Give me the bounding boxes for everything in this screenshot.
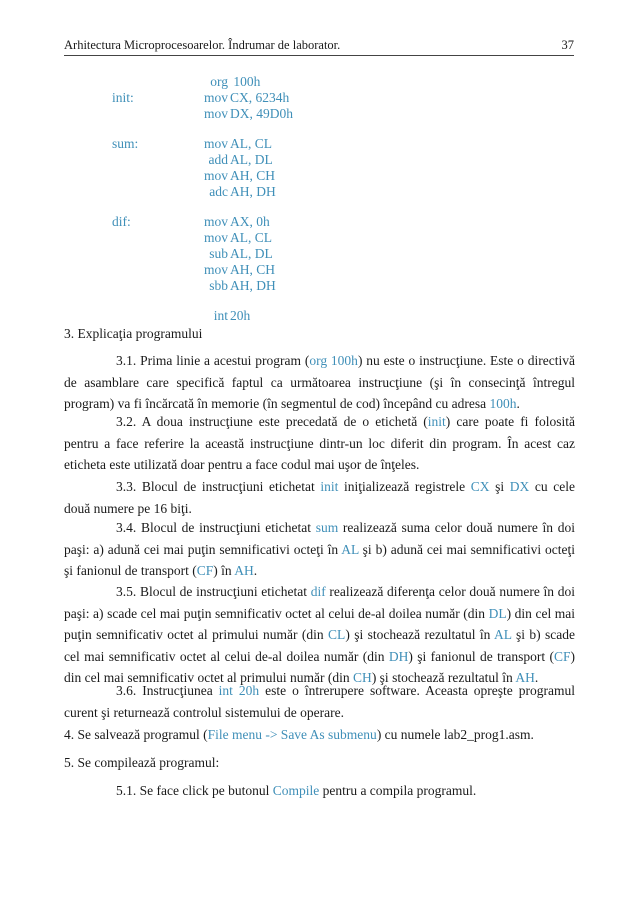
text-run: realizează suma celor două numere în doi paşi: a) adună cei mai puţin semnificativi octeţi în	[64, 520, 575, 557]
code-opcode: add	[208, 152, 228, 167]
code-term: DL	[488, 605, 507, 621]
code-term: DX	[509, 479, 530, 494]
text-run: cu cele două numere pe 16 biţi.	[64, 479, 575, 516]
paragraph-text	[64, 780, 575, 802]
step-4	[64, 724, 575, 746]
text-run: şi b) adună cei mai semnificativi octeţi şi fanionul de transport (	[64, 541, 575, 578]
paragraph-3-5	[64, 581, 575, 689]
code-term: AL	[341, 541, 359, 557]
text-run: ) şi fanionul de transport (	[408, 648, 554, 664]
code-opcode: mov	[203, 90, 228, 105]
paragraph-text	[64, 517, 575, 582]
paragraph-3-3	[64, 476, 575, 519]
code-term: init	[320, 479, 339, 494]
paragraph-text	[64, 724, 575, 746]
text-run: ) nu este o instrucţiune. Este o directivă de asamblare care specifică faptul ca următoarea instrucţiune (şi în consecinţă întregul program) va fi încărcată în memorie (în segmentul de cod) începând cu adresa	[64, 353, 575, 411]
code-opcode: int	[213, 308, 228, 323]
code-term: AH	[234, 563, 254, 578]
text-run: 3.4. Blocul de instrucţiuni etichetat	[116, 520, 316, 535]
code-label: dif:	[112, 214, 131, 229]
code-term: org 100h	[309, 353, 358, 368]
paragraph-text	[64, 476, 575, 519]
code-opcode: mov	[203, 214, 228, 229]
code-term: int 20h	[218, 683, 260, 698]
text-run: şi b) scade cel mai semnificativ octet al celui de-al doilea număr (din	[64, 627, 575, 664]
code-operand: AH, DH	[230, 184, 276, 199]
paragraph-text	[64, 581, 575, 689]
code-operand: AL, DL	[230, 152, 273, 167]
code-term: AH	[515, 670, 535, 685]
code-term: dif	[310, 584, 326, 599]
text-run: .	[516, 396, 520, 411]
code-operand: AH, CH	[230, 262, 276, 277]
text-run: pentru a compila programul.	[319, 783, 477, 798]
text-run: 4. Se salvează programul (	[64, 727, 208, 742]
code-term: CH	[353, 670, 372, 685]
paragraph-3-2	[64, 411, 575, 476]
section-heading: 5. Se compilează programul:	[64, 755, 220, 770]
text-run: 3.3. Blocul de instrucţiuni etichetat	[116, 479, 321, 494]
text-run: 5.1. Se face click pe butonul	[116, 783, 273, 798]
text-run: ) care poate fi folosită pentru a face referire la această instrucţiune dintr-un loc diferit din program. În acest caz eticheta este utilizată doar pentru a face codul mai uşor de înţeles.	[64, 414, 575, 472]
code-term: init	[427, 414, 446, 429]
text-run: 3.6. Instrucţiunea	[116, 683, 219, 698]
code-operand: AL, DL	[230, 246, 273, 261]
code-operand: CX, 6234h	[230, 90, 290, 105]
step-5-1	[64, 780, 575, 802]
page-number: 37	[561, 38, 574, 52]
section-3-heading	[64, 323, 575, 345]
code-opcode: mov	[203, 230, 228, 245]
code-opcode: org	[210, 74, 228, 89]
code-opcode: sub	[209, 246, 228, 261]
code-operand: AH, DH	[230, 278, 276, 293]
code-operand: AL, CL	[230, 230, 272, 245]
code-opcode: mov	[203, 136, 228, 151]
page-header	[64, 30, 574, 52]
text-run: realizează diferenţa celor două numere în doi paşi: a) scade cel mai puţin semnificativ octet al celui de-al doilea număr (din	[64, 584, 575, 621]
code-opcode: mov	[203, 168, 228, 183]
text-run: 3.5. Blocul de instrucţiuni etichetat	[116, 584, 311, 599]
code-term: CF	[196, 563, 214, 578]
code-label: init:	[112, 90, 134, 105]
code-opcode: adc	[209, 184, 228, 199]
code-term: DH	[388, 648, 409, 664]
text-run: ) şi stochează rezultatul în	[371, 670, 516, 685]
code-term: CX	[470, 479, 490, 494]
text-run: şi	[489, 479, 510, 494]
section-heading: 3. Explicaţia programului	[64, 326, 203, 341]
code-term: AL	[494, 627, 512, 642]
paragraph-3-4	[64, 517, 575, 582]
code-term: Compile	[272, 783, 320, 798]
code-opcode: mov	[203, 262, 228, 277]
text-run: .	[534, 670, 539, 685]
text-run: ) cu numele lab2_prog1.asm.	[376, 727, 534, 742]
text-run: ) în	[213, 563, 235, 578]
code-term: File menu -> Save As submenu	[207, 727, 377, 742]
paragraph-3-6	[64, 680, 575, 723]
header-rule	[64, 55, 574, 56]
code-operand: 100h	[230, 74, 261, 89]
code-operand: 20h	[230, 308, 251, 323]
header-title: Arhitectura Microprocesoarelor. Îndrumar de laborator.	[64, 38, 341, 52]
code-opcode: mov	[203, 106, 228, 121]
code-operand: AX, 0h	[230, 214, 270, 229]
text-run: .	[253, 563, 258, 578]
code-term: sum	[315, 520, 339, 535]
code-operand: AL, CL	[230, 136, 272, 151]
text-run: 3.1. Prima linie a acestui program (	[116, 353, 310, 368]
text-run: iniţializează registrele	[338, 479, 471, 494]
step-5-heading	[64, 752, 575, 774]
paragraph-text	[64, 411, 575, 476]
code-term: CF	[554, 648, 571, 664]
code-opcode: sbb	[209, 278, 228, 293]
text-run: 3.2. A doua instrucţiune este precedată de o etichetă (	[116, 414, 428, 429]
text-run: este o întrerupere software. Aceasta opreşte programul curent şi returnează controlul sistemului de operare.	[64, 683, 575, 720]
code-operand: DX, 49D0h	[230, 106, 293, 121]
paragraph-3-1	[64, 350, 575, 415]
code-label: sum:	[112, 136, 139, 151]
text-run: ) şi stochează rezultatul în	[345, 627, 495, 642]
code-term: CL	[328, 627, 346, 642]
paragraph-text	[64, 680, 575, 723]
code-term: 100h	[489, 396, 517, 411]
code-operand: AH, CH	[230, 168, 276, 183]
text-run: ) din cel mai puţin semnificativ octet al primului număr (din	[64, 605, 575, 642]
paragraph-text	[64, 350, 575, 415]
text-run: ) din cel mai semnificativ octet al primului număr (din	[64, 648, 576, 685]
